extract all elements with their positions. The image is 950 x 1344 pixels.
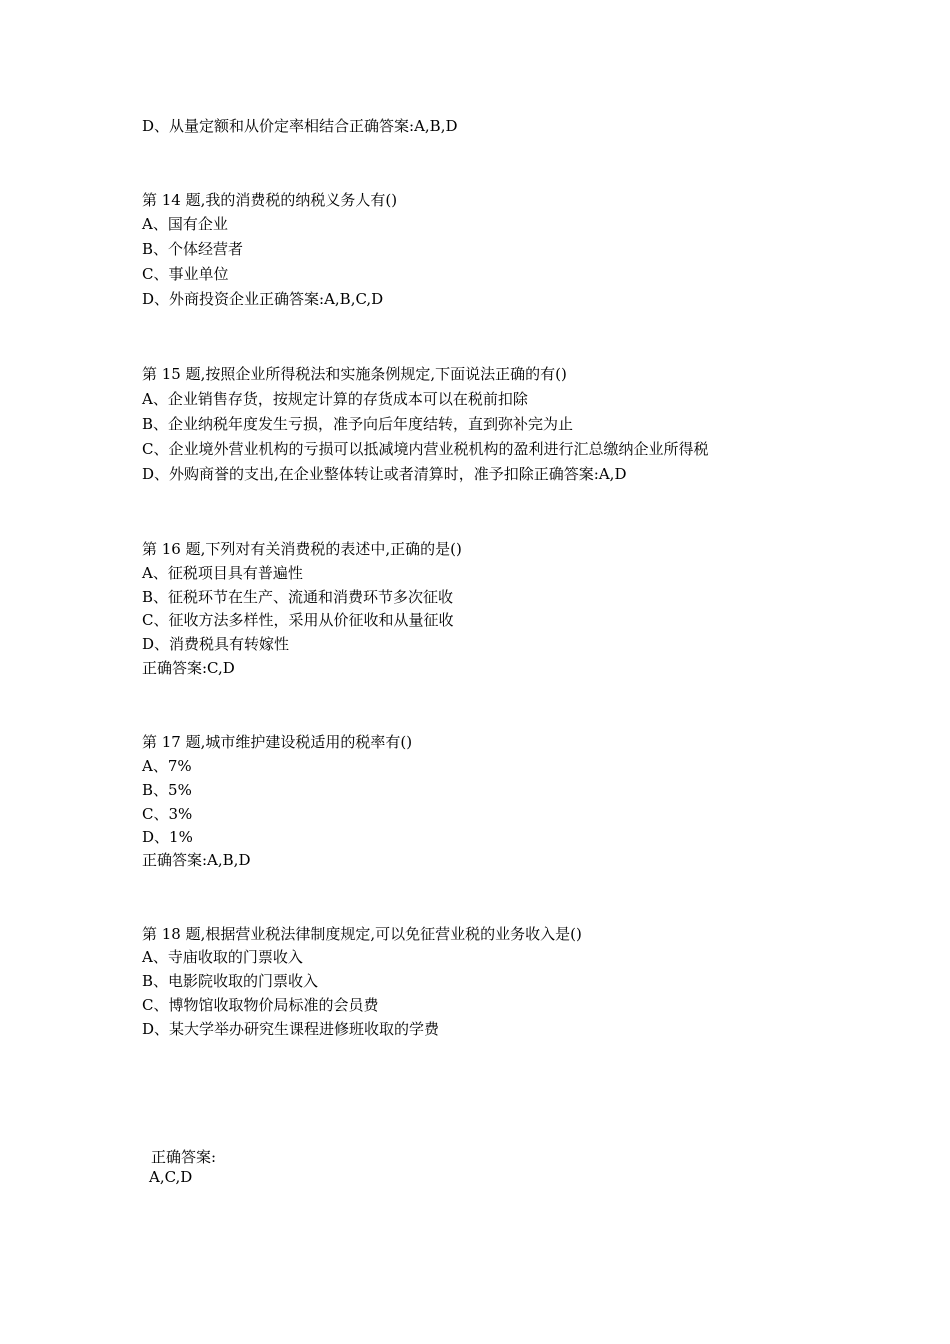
q14-option-c: C、事业单位 — [142, 265, 229, 283]
q17-answer: 正确答案:A,B,D — [142, 851, 251, 869]
q15-option-c: C、企业境外营业机构的亏损可以抵减境内营业税机构的盈利进行汇总缴纳企业所得税 — [142, 440, 709, 458]
q17-option-b: B、5% — [142, 781, 192, 799]
q15-option-b: B、企业纳税年度发生亏损，准予向后年度结转，直到弥补完为止 — [142, 415, 574, 433]
q16-option-b: B、征税环节在生产、流通和消费环节多次征收 — [142, 588, 454, 606]
q16-question: 第 16 题,下列对有关消费税的表述中,正确的是() — [142, 540, 462, 558]
q18-option-c: C、博物馆收取物价局标准的会员费 — [142, 996, 379, 1014]
q18-question: 第 18 题,根据营业税法律制度规定,可以免征营业税的业务收入是() — [142, 925, 582, 943]
q17-option-a: A、7% — [142, 757, 192, 775]
q13-option-d: D、从量定额和从价定率相结合正确答案:A,B,D — [142, 117, 458, 135]
q15-question: 第 15 题,按照企业所得税法和实施条例规定,下面说法正确的有() — [142, 365, 567, 383]
q17-question: 第 17 题,城市维护建设税适用的税率有() — [142, 733, 413, 751]
q16-option-d: D、消费税具有转嫁性 — [142, 635, 290, 653]
q15-option-d: D、外购商誉的支出,在企业整体转让或者清算时，准予扣除正确答案:A,D — [142, 465, 627, 483]
q17-option-d: D、1% — [142, 828, 193, 846]
q14-option-d: D、外商投资企业正确答案:A,B,C,D — [142, 290, 384, 308]
q14-option-a: A、国有企业 — [142, 215, 228, 233]
q17-option-c: C、3% — [142, 805, 193, 823]
q14-option-b: B、个体经营者 — [142, 240, 244, 258]
q18-option-d: D、某大学举办研究生课程进修班收取的学费 — [142, 1020, 440, 1038]
q14-question: 第 14 题,我的消费税的纳税义务人有() — [142, 191, 398, 209]
q18-option-b: B、电影院收取的门票收入 — [142, 972, 319, 990]
q18-answer-value: A,C,D — [149, 1168, 193, 1186]
q16-option-a: A、征税项目具有普遍性 — [142, 564, 303, 582]
q16-answer: 正确答案:C,D — [142, 659, 235, 677]
q15-option-a: A、企业销售存货，按规定计算的存货成本可以在税前扣除 — [142, 390, 528, 408]
q18-option-a: A、寺庙收取的门票收入 — [142, 948, 303, 966]
q18-answer-label: 正确答案: — [151, 1148, 217, 1166]
q16-option-c: C、征收方法多样性，采用从价征收和从量征收 — [142, 611, 454, 629]
